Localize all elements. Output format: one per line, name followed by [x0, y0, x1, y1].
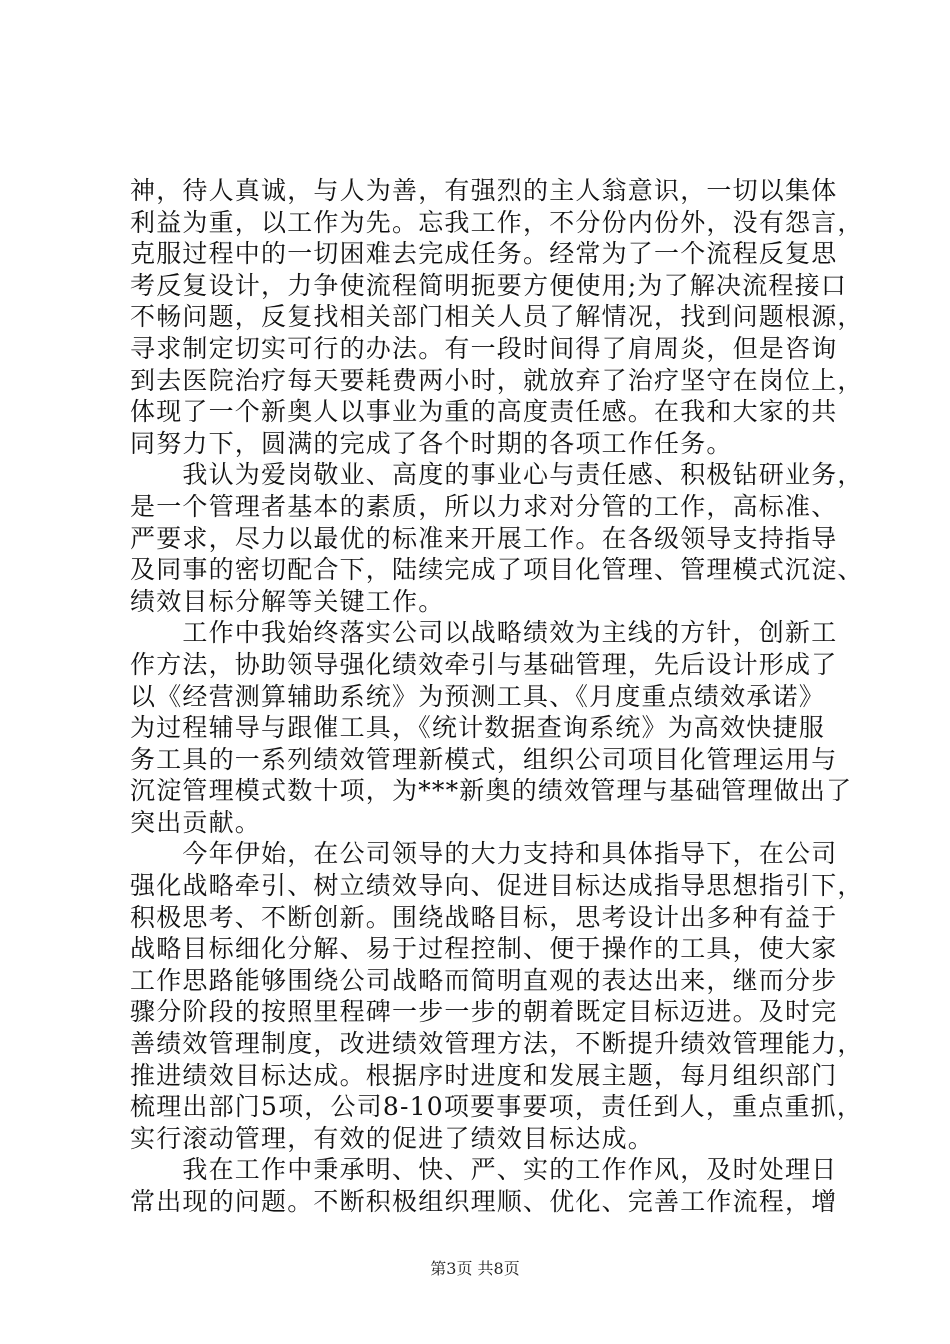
text-line: 是一个管理者基本的素质，所以力求对分管的工作，高标准、 [130, 491, 838, 521]
text-line: 实行滚动管理，有效的促进了绩效目标达成。 [130, 1123, 655, 1153]
page-number-footer: 第3页 共8页 [430, 1259, 520, 1278]
text-line: 常出现的问题。不断积极组织理顺、优化、完善工作流程，增 [130, 1187, 838, 1216]
text-line: 严要求，尽力以最优的标准来开展工作。在各级领导支持指导 [130, 523, 838, 553]
text-line: 务工具的一系列绩效管理新模式，组织公司项目化管理运用与 [130, 744, 838, 774]
text-line: 体现了一个新奥人以事业为重的高度责任感。在我和大家的共 [130, 397, 838, 427]
text-line: 寻求制定切实可行的办法。有一段时间得了肩周炎，但是咨询 [130, 333, 838, 363]
text-line: 同努力下，圆满的完成了各个时期的各项工作任务。 [130, 428, 733, 458]
paragraph-start-line: 我认为爱岗敬业、高度的事业心与责任感、积极钻研业务， [130, 460, 864, 490]
text-line: 神，待人真诚，与人为善，有强烈的主人翁意识，一切以集体 [130, 176, 838, 205]
text-line: 利益为重，以工作为先。忘我工作，不分份内份外，没有怨言， [130, 207, 864, 237]
text-line: 为过程辅导与跟催工具，《统计数据查询系统》为高效快捷服 [130, 713, 825, 743]
text-line: 到去医院治疗每天要耗费两小时，就放弃了治疗坚守在岗位上， [130, 365, 864, 395]
text-line: 沉淀管理模式数十项，为***新奥的绩效管理与基础管理做出了 [130, 776, 853, 806]
text-line: 推进绩效目标达成。根据序时进度和发展主题，每月组织部门 [130, 1060, 838, 1090]
text-line: 及同事的密切配合下，陆续完成了项目化管理、管理模式沉淀、 [130, 555, 864, 585]
text-line: 克服过程中的一切困难去完成任务。经常为了一个流程反复思 [130, 239, 838, 269]
text-line: 积极思考、不断创新。围绕战略目标，思考设计出多种有益于 [130, 902, 838, 932]
text-line: 突出贡献。 [130, 807, 262, 837]
paragraph-start-line: 今年伊始，在公司领导的大力支持和具体指导下，在公司 [130, 839, 838, 869]
text-line: 骤分阶段的按照里程碑一步一步的朝着既定目标迈进。及时完 [130, 997, 838, 1027]
text-line: 以《经营测算辅助系统》为预测工具、《月度重点绩效承诺》 [130, 681, 825, 711]
text-line: 考反复设计，力争使流程简明扼要方便使用;为了解决流程接口 [130, 270, 848, 300]
text-line: 善绩效管理制度，改进绩效管理方法，不断提升绩效管理能力， [130, 1029, 864, 1059]
text-line: 绩效目标分解等关键工作。 [130, 586, 445, 616]
text-line: 梳理出部门5项，公司8-10项要事要项，责任到人，重点重抓， [130, 1092, 864, 1122]
text-line: 不畅问题，反复找相关部门相关人员了解情况，找到问题根源， [130, 302, 864, 332]
paragraph-start-line: 工作中我始终落实公司以战略绩效为主线的方针，创新工 [130, 618, 838, 648]
paragraph-start-line: 我在工作中秉承明、快、严、实的工作作风，及时处理日 [130, 1155, 838, 1185]
text-line: 强化战略牵引、树立绩效导向、促进目标达成指导思想指引下， [130, 871, 864, 901]
text-line: 战略目标细化分解、易于过程控制、便于操作的工具，使大家 [130, 934, 838, 964]
document-body [130, 175, 864, 1218]
text-line: 作方法，协助领导强化绩效牵引与基础管理，先后设计形成了 [130, 649, 838, 679]
text-line: 工作思路能够围绕公司战略而简明直观的表达出来，继而分步 [130, 965, 838, 995]
